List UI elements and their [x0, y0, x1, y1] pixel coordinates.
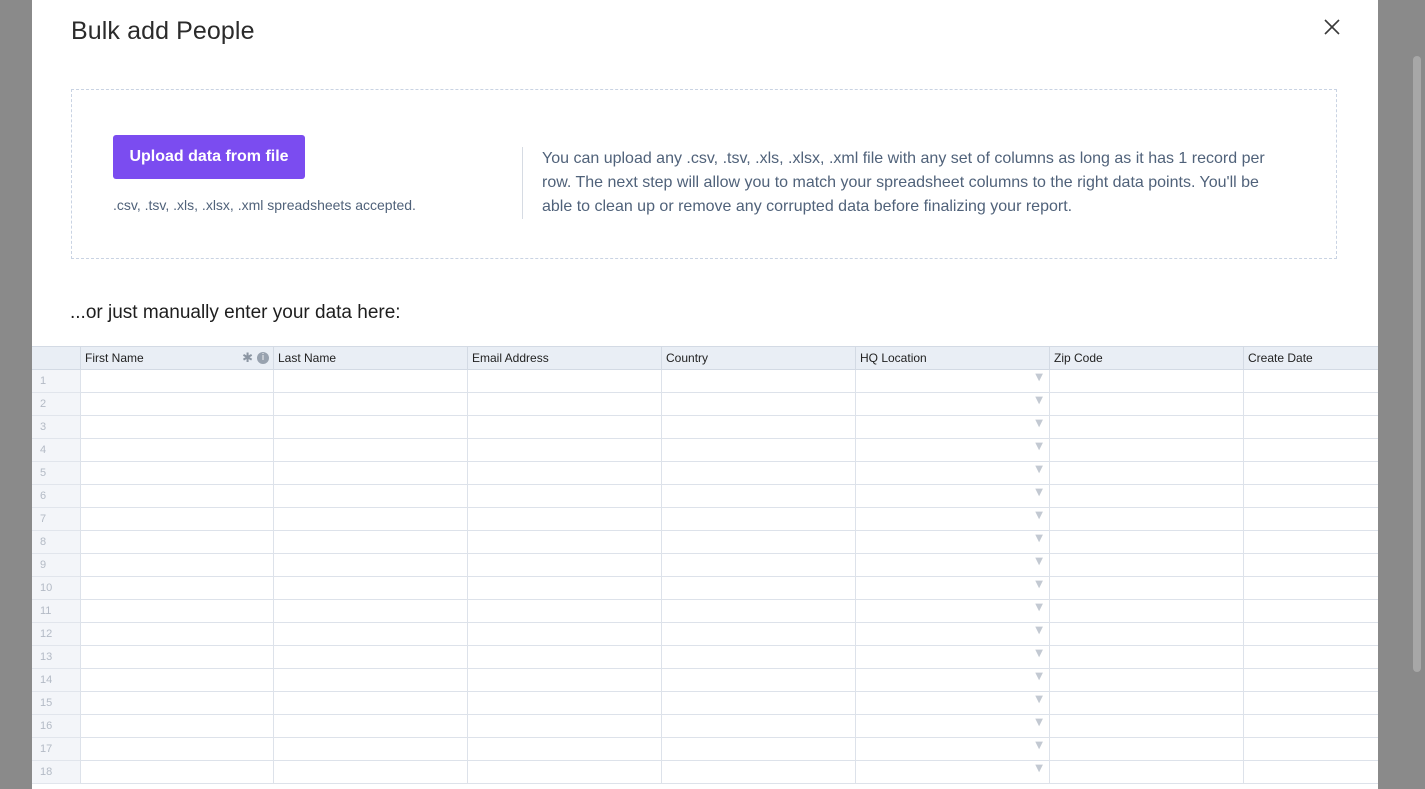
dropdown-arrow-icon[interactable]: ▼	[1035, 533, 1043, 544]
grid-cell-hq-location[interactable]	[855, 761, 1049, 784]
modal-title: Bulk add People	[71, 17, 255, 45]
grid-cell-create-date[interactable]	[1243, 554, 1378, 577]
dropdown-arrow-icon[interactable]: ▼	[1035, 625, 1043, 636]
row-number: 17	[32, 738, 80, 761]
grid-cell-hq-location[interactable]	[855, 485, 1049, 508]
close-icon[interactable]	[1321, 16, 1343, 38]
grid-cell-create-date[interactable]	[1243, 623, 1378, 646]
grid-cell-country[interactable]	[661, 393, 855, 416]
grid-cell-hq-location[interactable]	[855, 669, 1049, 692]
grid-cell-zip-code[interactable]	[1049, 416, 1243, 439]
table-row	[32, 462, 1378, 485]
row-number: 11	[32, 600, 80, 623]
table-row	[32, 416, 1378, 439]
grid-cell-zip-code[interactable]	[1049, 393, 1243, 416]
grid-cell-last-name[interactable]	[273, 554, 467, 577]
grid-cell-zip-code[interactable]	[1049, 508, 1243, 531]
row-number: 3	[32, 416, 80, 439]
dropdown-arrow-icon[interactable]: ▼	[1035, 694, 1043, 705]
grid-cell-create-date[interactable]	[1243, 761, 1378, 784]
grid-cell-zip-code[interactable]	[1049, 462, 1243, 485]
grid-cell-hq-location[interactable]	[855, 416, 1049, 439]
grid-cell-first-name[interactable]	[80, 554, 273, 577]
grid-cell-email-address[interactable]	[467, 439, 661, 462]
row-number: 16	[32, 715, 80, 738]
grid-cell-email-address[interactable]	[467, 715, 661, 738]
grid-cell-country[interactable]	[661, 485, 855, 508]
table-row	[32, 715, 1378, 738]
dropdown-arrow-icon[interactable]: ▼	[1035, 671, 1043, 682]
column-header-label: Zip Code	[1054, 351, 1103, 365]
row-number: 2	[32, 393, 80, 416]
row-number: 13	[32, 646, 80, 669]
table-row	[32, 669, 1378, 692]
grid-cell-last-name[interactable]	[273, 508, 467, 531]
grid-cell-create-date[interactable]	[1243, 416, 1378, 439]
upload-file-button[interactable]: Upload data from file	[113, 135, 305, 179]
column-header-label: First Name	[85, 351, 144, 365]
row-number: 10	[32, 577, 80, 600]
grid-cell-last-name[interactable]	[273, 462, 467, 485]
grid-cell-create-date[interactable]	[1243, 531, 1378, 554]
dropdown-arrow-icon[interactable]: ▼	[1035, 372, 1043, 383]
grid-cell-zip-code[interactable]	[1049, 646, 1243, 669]
grid-cell-email-address[interactable]	[467, 485, 661, 508]
grid-cell-zip-code[interactable]	[1049, 370, 1243, 393]
grid-cell-country[interactable]	[661, 692, 855, 715]
required-icon: ✱	[242, 350, 253, 365]
grid-cell-last-name[interactable]	[273, 715, 467, 738]
grid-cell-create-date[interactable]	[1243, 738, 1378, 761]
dropdown-arrow-icon[interactable]: ▼	[1035, 556, 1043, 567]
row-number: 15	[32, 692, 80, 715]
column-header-label: Create Date	[1248, 351, 1313, 365]
table-row	[32, 738, 1378, 761]
grid-cell-email-address[interactable]	[467, 692, 661, 715]
column-header-label: HQ Location	[860, 351, 927, 365]
row-number: 14	[32, 669, 80, 692]
table-row	[32, 554, 1378, 577]
grid-cell-hq-location[interactable]	[855, 462, 1049, 485]
grid-cell-email-address[interactable]	[467, 646, 661, 669]
grid-cell-country[interactable]	[661, 646, 855, 669]
table-row	[32, 692, 1378, 715]
table-row	[32, 577, 1378, 600]
grid-cell-first-name[interactable]	[80, 577, 273, 600]
table-row	[32, 761, 1378, 784]
column-header-hq-location[interactable]	[855, 347, 1049, 369]
info-icon[interactable]: i	[257, 352, 269, 364]
grid-cell-first-name[interactable]	[80, 370, 273, 393]
grid-cell-email-address[interactable]	[467, 370, 661, 393]
grid-cell-hq-location[interactable]	[855, 577, 1049, 600]
grid-cell-country[interactable]	[661, 669, 855, 692]
grid-cell-hq-location[interactable]	[855, 370, 1049, 393]
grid-cell-first-name[interactable]	[80, 646, 273, 669]
grid-cell-create-date[interactable]	[1243, 439, 1378, 462]
dropdown-arrow-icon[interactable]: ▼	[1035, 418, 1043, 429]
row-number: 6	[32, 485, 80, 508]
grid-cell-country[interactable]	[661, 531, 855, 554]
grid-cell-last-name[interactable]	[273, 623, 467, 646]
grid-cell-zip-code[interactable]	[1049, 715, 1243, 738]
grid-cell-create-date[interactable]	[1243, 646, 1378, 669]
grid-cell-zip-code[interactable]	[1049, 600, 1243, 623]
grid-cell-first-name[interactable]	[80, 485, 273, 508]
grid-corner	[32, 347, 80, 369]
table-row	[32, 531, 1378, 554]
grid-cell-zip-code[interactable]	[1049, 531, 1243, 554]
grid-cell-create-date[interactable]	[1243, 462, 1378, 485]
grid-cell-first-name[interactable]	[80, 692, 273, 715]
grid-cell-email-address[interactable]	[467, 393, 661, 416]
grid-cell-country[interactable]	[661, 761, 855, 784]
dropdown-arrow-icon[interactable]: ▼	[1035, 602, 1043, 613]
table-row	[32, 600, 1378, 623]
grid-cell-last-name[interactable]	[273, 738, 467, 761]
grid-cell-zip-code[interactable]	[1049, 692, 1243, 715]
grid-cell-hq-location[interactable]	[855, 600, 1049, 623]
dropdown-arrow-icon[interactable]: ▼	[1035, 740, 1043, 751]
column-header-zip-code[interactable]	[1049, 347, 1243, 369]
grid-cell-create-date[interactable]	[1243, 692, 1378, 715]
grid-cell-first-name[interactable]	[80, 508, 273, 531]
grid-cell-first-name[interactable]	[80, 393, 273, 416]
divider	[522, 147, 523, 219]
column-header-email-address[interactable]	[467, 347, 661, 369]
grid-cell-hq-location[interactable]	[855, 646, 1049, 669]
grid-cell-first-name[interactable]	[80, 715, 273, 738]
grid-cell-last-name[interactable]	[273, 600, 467, 623]
dropdown-arrow-icon[interactable]: ▼	[1035, 648, 1043, 659]
grid-cell-first-name[interactable]	[80, 416, 273, 439]
grid-cell-country[interactable]	[661, 715, 855, 738]
grid-cell-country[interactable]	[661, 738, 855, 761]
column-header-country[interactable]	[661, 347, 855, 369]
grid-cell-zip-code[interactable]	[1049, 669, 1243, 692]
upload-dropzone[interactable]	[71, 89, 1337, 259]
grid-cell-email-address[interactable]	[467, 416, 661, 439]
grid-cell-email-address[interactable]	[467, 623, 661, 646]
manual-entry-heading: ...or just manually enter your data here:	[70, 302, 401, 323]
table-row	[32, 623, 1378, 646]
row-number: 7	[32, 508, 80, 531]
grid-cell-email-address[interactable]	[467, 554, 661, 577]
accepted-formats-text: .csv, .tsv, .xls, .xlsx, .xml spreadsheets accepted.	[113, 197, 416, 213]
grid-cell-last-name[interactable]	[273, 761, 467, 784]
grid-cell-hq-location[interactable]	[855, 715, 1049, 738]
grid-header-row	[32, 346, 1378, 370]
grid-cell-hq-location[interactable]	[855, 623, 1049, 646]
grid-cell-zip-code[interactable]	[1049, 623, 1243, 646]
grid-cell-email-address[interactable]	[467, 600, 661, 623]
grid-cell-first-name[interactable]	[80, 738, 273, 761]
grid-cell-country[interactable]	[661, 508, 855, 531]
table-row	[32, 439, 1378, 462]
grid-cell-first-name[interactable]	[80, 669, 273, 692]
grid-cell-email-address[interactable]	[467, 669, 661, 692]
grid-cell-last-name[interactable]	[273, 577, 467, 600]
row-number: 5	[32, 462, 80, 485]
grid-cell-last-name[interactable]	[273, 370, 467, 393]
grid-cell-email-address[interactable]	[467, 761, 661, 784]
grid-cell-create-date[interactable]	[1243, 600, 1378, 623]
grid-cell-first-name[interactable]	[80, 439, 273, 462]
column-header-label: Last Name	[278, 351, 337, 365]
grid-cell-hq-location[interactable]	[855, 554, 1049, 577]
dropdown-arrow-icon[interactable]: ▼	[1035, 717, 1043, 728]
grid-cell-email-address[interactable]	[467, 508, 661, 531]
grid-cell-last-name[interactable]	[273, 393, 467, 416]
grid-cell-create-date[interactable]	[1243, 393, 1378, 416]
grid-cell-first-name[interactable]	[80, 600, 273, 623]
grid-cell-create-date[interactable]	[1243, 508, 1378, 531]
table-row	[32, 393, 1378, 416]
column-header-create-date[interactable]	[1243, 347, 1378, 369]
dropdown-arrow-icon[interactable]: ▼	[1035, 763, 1043, 774]
grid-cell-zip-code[interactable]	[1049, 554, 1243, 577]
grid-cell-zip-code[interactable]	[1049, 577, 1243, 600]
grid-cell-last-name[interactable]	[273, 439, 467, 462]
grid-cell-create-date[interactable]	[1243, 669, 1378, 692]
grid-cell-last-name[interactable]	[273, 416, 467, 439]
row-number: 12	[32, 623, 80, 646]
bulk-add-modal	[32, 0, 1378, 789]
column-header-label: Email Address	[472, 351, 549, 365]
grid-cell-country[interactable]	[661, 462, 855, 485]
grid-cell-hq-location[interactable]	[855, 508, 1049, 531]
grid-cell-zip-code[interactable]	[1049, 439, 1243, 462]
grid-cell-zip-code[interactable]	[1049, 485, 1243, 508]
column-header-label: Country	[666, 351, 709, 365]
grid-cell-hq-location[interactable]	[855, 439, 1049, 462]
grid-cell-last-name[interactable]	[273, 485, 467, 508]
grid-cell-hq-location[interactable]	[855, 738, 1049, 761]
grid-cell-country[interactable]	[661, 416, 855, 439]
dropdown-arrow-icon[interactable]: ▼	[1035, 441, 1043, 452]
dropdown-arrow-icon[interactable]: ▼	[1035, 395, 1043, 406]
grid-cell-email-address[interactable]	[467, 531, 661, 554]
grid-cell-zip-code[interactable]	[1049, 761, 1243, 784]
row-number: 4	[32, 439, 80, 462]
grid-cell-email-address[interactable]	[467, 462, 661, 485]
grid-cell-create-date[interactable]	[1243, 370, 1378, 393]
row-number: 1	[32, 370, 80, 393]
row-number: 18	[32, 761, 80, 784]
grid-cell-country[interactable]	[661, 623, 855, 646]
table-row	[32, 370, 1378, 393]
grid-cell-last-name[interactable]	[273, 669, 467, 692]
grid-cell-last-name[interactable]	[273, 692, 467, 715]
grid-cell-email-address[interactable]	[467, 577, 661, 600]
dropdown-arrow-icon[interactable]: ▼	[1035, 464, 1043, 475]
grid-cell-first-name[interactable]	[80, 761, 273, 784]
grid-cell-create-date[interactable]	[1243, 715, 1378, 738]
row-number: 9	[32, 554, 80, 577]
row-number: 8	[32, 531, 80, 554]
page-scrollbar[interactable]	[1413, 56, 1421, 672]
grid-cell-first-name[interactable]	[80, 531, 273, 554]
grid-cell-hq-location[interactable]	[855, 692, 1049, 715]
grid-cell-first-name[interactable]	[80, 623, 273, 646]
grid-cell-country[interactable]	[661, 370, 855, 393]
grid-cell-zip-code[interactable]	[1049, 738, 1243, 761]
grid-cell-create-date[interactable]	[1243, 577, 1378, 600]
grid-cell-hq-location[interactable]	[855, 393, 1049, 416]
grid-cell-create-date[interactable]	[1243, 485, 1378, 508]
dropdown-arrow-icon[interactable]: ▼	[1035, 487, 1043, 498]
grid-cell-country[interactable]	[661, 439, 855, 462]
column-header-first-name[interactable]	[80, 347, 273, 369]
grid-cell-email-address[interactable]	[467, 738, 661, 761]
grid-cell-first-name[interactable]	[80, 462, 273, 485]
grid-cell-hq-location[interactable]	[855, 531, 1049, 554]
grid-cell-country[interactable]	[661, 577, 855, 600]
grid-cell-last-name[interactable]	[273, 646, 467, 669]
grid-cell-country[interactable]	[661, 600, 855, 623]
table-row	[32, 508, 1378, 531]
dropdown-arrow-icon[interactable]: ▼	[1035, 579, 1043, 590]
table-row	[32, 646, 1378, 669]
column-header-last-name[interactable]	[273, 347, 467, 369]
upload-description: You can upload any .csv, .tsv, .xls, .xlsx, .xml file with any set of columns as long as it has 1 record per row. The next step will allow you to match your spreadsheet columns to the right data points. You'll be able to clean up or remove any corrupted data before finalizing your report.	[542, 150, 1265, 215]
grid-cell-country[interactable]	[661, 554, 855, 577]
grid-cell-last-name[interactable]	[273, 531, 467, 554]
dropdown-arrow-icon[interactable]: ▼	[1035, 510, 1043, 521]
table-row	[32, 485, 1378, 508]
